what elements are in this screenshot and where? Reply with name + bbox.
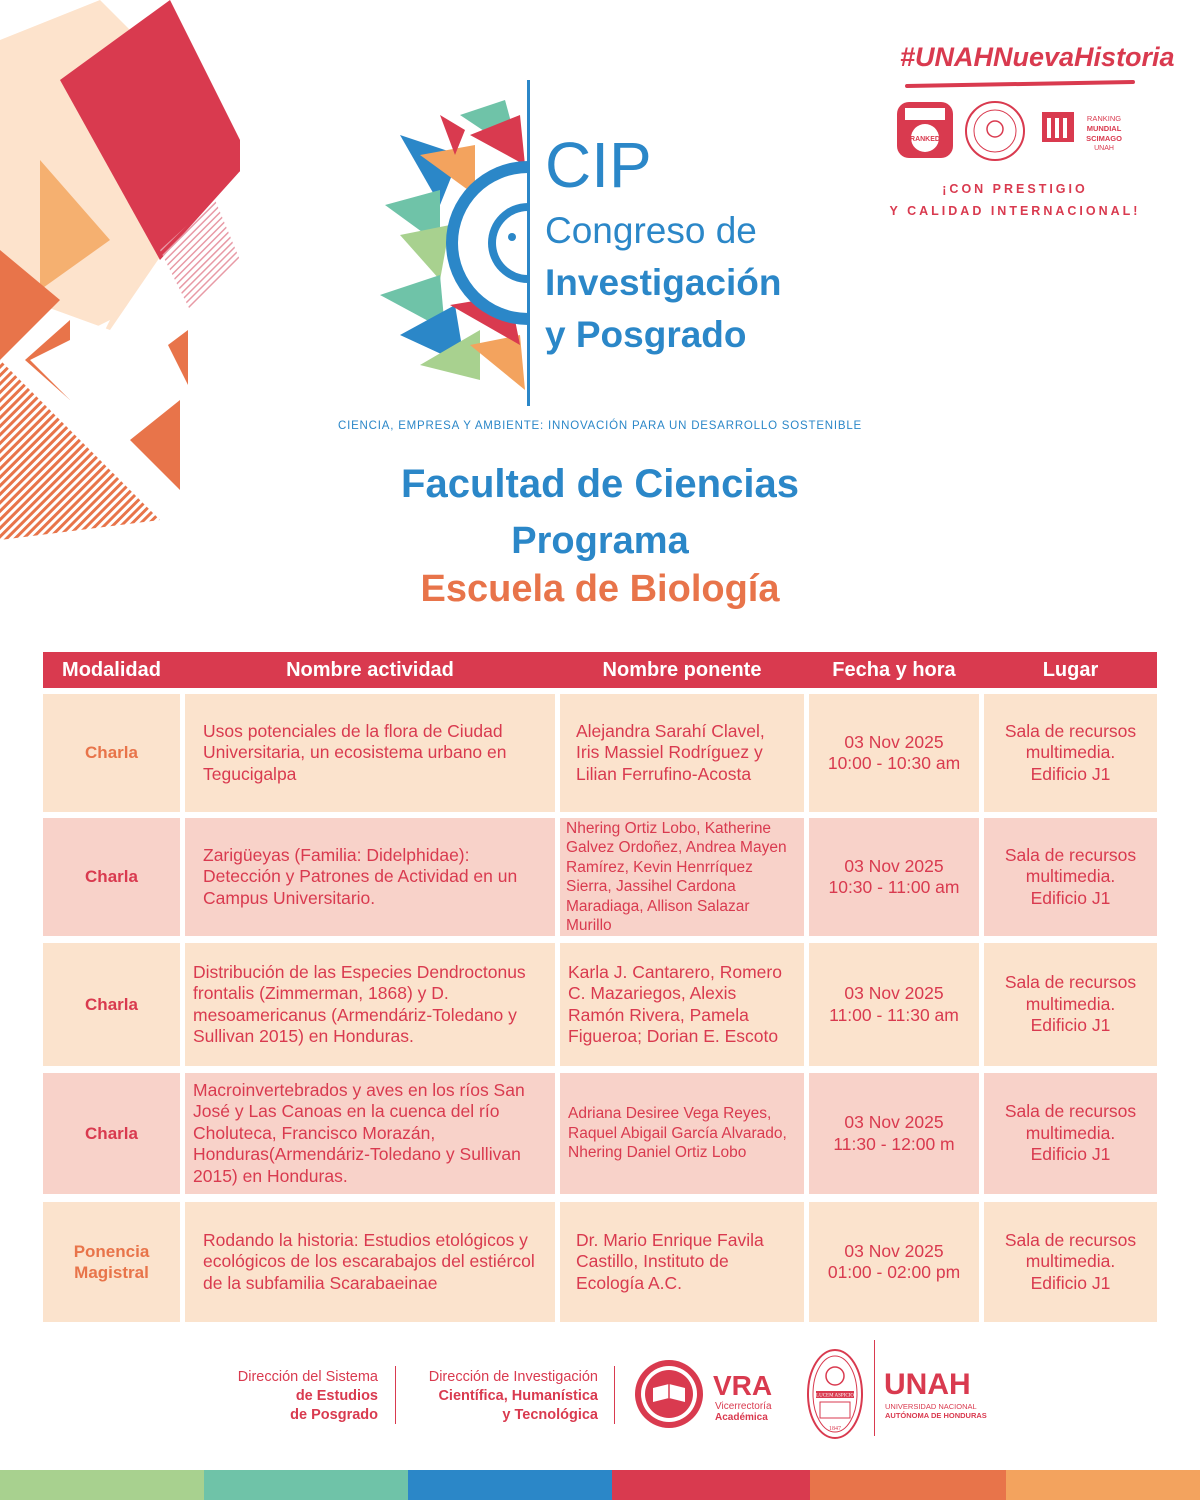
- cell-modalidad: Charla: [43, 694, 180, 812]
- cip-acronym: CIP: [545, 129, 652, 201]
- unah-acronym: UNAH: [884, 1368, 971, 1401]
- header-modalidad: Modalidad: [62, 659, 161, 681]
- unah-line2: AUTÓNOMA DE HONDURAS: [885, 1411, 987, 1420]
- cell-modalidad: Ponencia Magistral: [43, 1202, 180, 1322]
- footer-divider: [395, 1366, 396, 1424]
- vra-acronym: VRA: [713, 1370, 773, 1401]
- dicht-line2: Científica, Humanística: [438, 1388, 598, 1404]
- cell-fecha: [809, 694, 979, 812]
- lugar-line3: Edificio J1: [1030, 1144, 1111, 1165]
- cell-lugar: [984, 1073, 1157, 1194]
- color-bar-segment: [810, 1470, 1006, 1500]
- cell-modalidad: Charla: [43, 818, 180, 936]
- hcerss-seal-icon: [966, 102, 1024, 160]
- color-bar-segment: [612, 1470, 810, 1500]
- fecha-date: 03 Nov 2025: [844, 983, 944, 1003]
- seal-motto: LUCEM ASPICIO: [816, 1393, 854, 1399]
- lugar-line1: Sala de recursos: [1004, 720, 1137, 741]
- cell-lugar: [984, 818, 1157, 936]
- logo-divider: [527, 80, 530, 406]
- cip-sun-logo-icon: [380, 95, 530, 395]
- cip-line1: Congreso de: [545, 210, 757, 251]
- footer-divider: [614, 1366, 615, 1424]
- cell-actividad: Zarigüeyas (Familia: Didelphidae): Detección y Patrones de Actividad en un Campus Universitario.: [185, 818, 555, 936]
- school-title: Escuela de Biología: [420, 568, 780, 610]
- cip-line3: y Posgrado: [545, 314, 747, 355]
- lugar-line3: Edificio J1: [1030, 887, 1111, 908]
- ranked-badge-icon: [897, 102, 953, 158]
- dsep-line3: de Posgrado: [290, 1407, 378, 1423]
- fecha-date: 03 Nov 2025: [844, 1240, 944, 1261]
- scimago-ranking-icon: [1042, 112, 1122, 152]
- cell-fecha: [809, 818, 979, 936]
- hashtag: #UNAHNuevaHistoria: [900, 42, 1175, 72]
- lugar-line2: multimedia.: [1025, 742, 1116, 763]
- lugar-line2: multimedia.: [1025, 993, 1116, 1014]
- cell-lugar: [984, 943, 1157, 1066]
- unah-seal-icon: [806, 1348, 864, 1440]
- cell-ponente: Adriana Desiree Vega Reyes, Raquel Abigail García Alvarado, Nhering Daniel Ortiz Lobo: [560, 1073, 804, 1194]
- svg-text:UNAH: UNAH: [1094, 145, 1114, 152]
- cell-actividad: Rodando la historia: Estudios etológicos y ecológicos de los escarabajos del estiércol de la subfamilia Scarabaeinae: [185, 1202, 555, 1322]
- fecha-date: 03 Nov 2025: [844, 1112, 944, 1132]
- lugar-line1: Sala de recursos: [1004, 1229, 1137, 1250]
- lugar-line2: multimedia.: [1025, 1251, 1116, 1272]
- cell-actividad: Distribución de las Especies Dendroctonus frontalis (Zimmerman, 1868) y D. mesoamericanus (Armendáriz-Toledano y Sullivan 2015) en Honduras.: [185, 943, 555, 1066]
- dsep-logo: [200, 1368, 378, 1425]
- cell-fecha: [809, 943, 979, 1066]
- header-fecha: Fecha y hora: [832, 659, 956, 681]
- unah-label: [885, 1402, 987, 1420]
- dicht-logo: [400, 1368, 598, 1425]
- cell-ponente: Dr. Mario Enrique Favila Castillo, Instituto de Ecología A.C.: [560, 1202, 804, 1322]
- cell-ponente: Karla J. Cantarero, Romero C. Mazariegos, Alexis Ramón Rivera, Pamela Figueroa; Dorian E. Escoto: [560, 943, 804, 1066]
- svg-text:SCIMAGO: SCIMAGO: [1086, 134, 1122, 143]
- unah-line1: UNIVERSIDAD NACIONAL: [885, 1402, 977, 1411]
- color-bar-segment: [0, 1470, 204, 1500]
- cell-lugar: [984, 1202, 1157, 1322]
- fecha-date: 03 Nov 2025: [844, 855, 944, 876]
- cell-lugar: [984, 694, 1157, 812]
- ranked-label: RANKED: [910, 136, 940, 143]
- cell-ponente: Nhering Ortiz Lobo, Katherine Galvez Ordoñez, Andrea Mayen Ramírez, Kevin Henrríquez Sierra, Jassihel Cardona Maradiaga, Allison Salazar Murillo: [560, 818, 804, 936]
- lugar-line3: Edificio J1: [1030, 1272, 1111, 1293]
- color-bar-segment: [204, 1470, 408, 1500]
- badges: [895, 100, 1140, 162]
- fecha-time: 01:00 - 02:00 pm: [827, 1262, 961, 1282]
- fecha-time: 11:30 - 12:00 m: [833, 1133, 955, 1154]
- cell-actividad: Usos potenciales de la flora de Ciudad Universitaria, un ecosistema urbano en Tegucigalpa: [185, 694, 555, 812]
- svg-text:RANKING: RANKING: [1086, 114, 1122, 123]
- lugar-line1: Sala de recursos: [1004, 972, 1137, 993]
- program-title: Programa: [511, 520, 689, 562]
- hashtag-underline: [905, 80, 1135, 88]
- dsep-line2: de Estudios: [295, 1388, 378, 1404]
- lugar-line2: multimedia.: [1025, 1122, 1116, 1143]
- fecha-date: 03 Nov 2025: [844, 731, 944, 752]
- header-lugar: Lugar: [1042, 659, 1099, 681]
- vra-line1: Vicerrectoría: [715, 1401, 772, 1412]
- color-bar-segment: [408, 1470, 612, 1500]
- vra-line2: Académica: [715, 1412, 768, 1423]
- footer-divider: [874, 1340, 875, 1436]
- dicht-line1: Dirección de Investigación: [428, 1369, 598, 1385]
- lugar-line3: Edificio J1: [1030, 1015, 1111, 1036]
- cell-actividad: Macroinvertebrados y aves en los ríos San José y Las Canoas en la cuenca del río Choluteca, Francisco Morazán, Honduras(Armendáriz-Toledano y Sullivan 2015) en Honduras.: [185, 1073, 555, 1194]
- vra-emblem-icon: [633, 1358, 705, 1430]
- faculty-title: Facultad de Ciencias: [401, 462, 799, 506]
- prestige-text: [880, 178, 1150, 222]
- lugar-line2: multimedia.: [1025, 866, 1116, 887]
- cip-line2: Investigación: [545, 262, 782, 303]
- cell-fecha: [809, 1073, 979, 1194]
- tagline: CIENCIA, EMPRESA Y AMBIENTE: INNOVACIÓN PARA UN DESARROLLO SOSTENIBLE: [337, 420, 863, 432]
- color-bar-segment: [1006, 1470, 1200, 1500]
- prestige-line2: Y CALIDAD INTERNACIONAL!: [889, 204, 1141, 218]
- dsep-line1: Dirección del Sistema: [237, 1369, 378, 1385]
- lugar-line3: Edificio J1: [1030, 763, 1111, 784]
- seal-year: 1847: [829, 1426, 841, 1432]
- decorative-geometric-shapes: [0, 0, 240, 540]
- cell-ponente: Alejandra Sarahí Clavel, Iris Massiel Rodríguez y Lilian Ferrufino-Acosta: [560, 694, 804, 812]
- prestige-line1: ¡CON PRESTIGIO: [942, 182, 1088, 196]
- fecha-time: 10:00 - 10:30 am: [827, 753, 961, 773]
- cell-modalidad: Charla: [43, 1073, 180, 1194]
- header-ponente: Nombre ponente: [602, 659, 762, 681]
- lugar-line1: Sala de recursos: [1004, 1101, 1137, 1122]
- cell-fecha: [809, 1202, 979, 1322]
- fecha-time: 11:00 - 11:30 am: [829, 1004, 959, 1025]
- vra-label: [715, 1401, 772, 1423]
- table-header: [43, 652, 1157, 688]
- svg-text:MUNDIAL: MUNDIAL: [1086, 124, 1122, 133]
- lugar-line1: Sala de recursos: [1004, 844, 1137, 865]
- fecha-time: 10:30 - 11:00 am: [828, 877, 960, 897]
- cell-modalidad: Charla: [43, 943, 180, 1066]
- header-actividad: Nombre actividad: [286, 659, 454, 681]
- dicht-line3: y Tecnológica: [502, 1407, 598, 1423]
